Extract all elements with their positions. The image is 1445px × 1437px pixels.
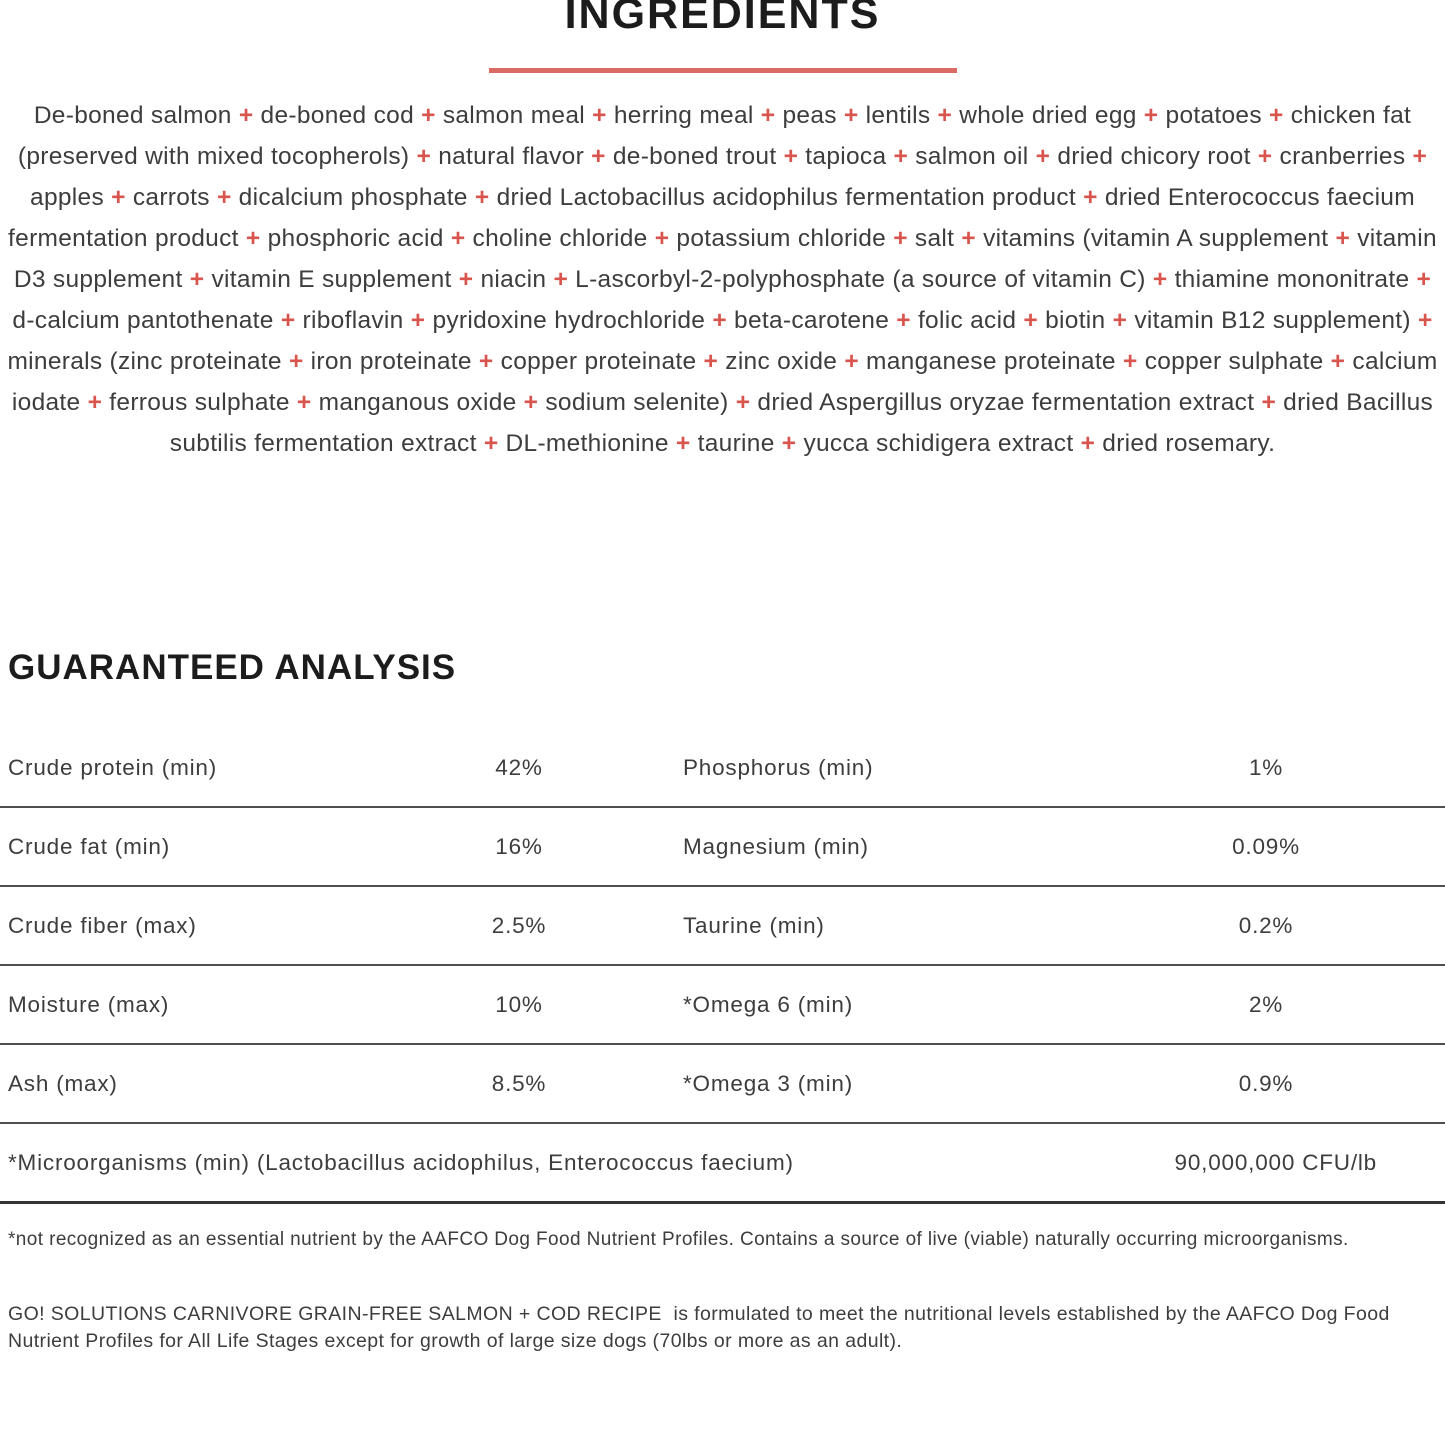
ingredient-item: folic acid — [917, 307, 1017, 334]
nutrient-label: *Omega 3 (min) — [683, 1070, 853, 1096]
ingredient-item: herring meal — [613, 102, 754, 129]
nutrient-value: 16% — [495, 833, 543, 859]
nutrient-label: Phosphorus (min) — [683, 754, 874, 780]
ingredient-item: vitamins (vitamin A supplement — [983, 225, 1329, 252]
ingredient-item: ferrous sulphate — [109, 389, 290, 416]
nutrient-label: Crude fiber (max) — [8, 912, 197, 938]
plus-separator: + — [760, 102, 776, 129]
ingredient-item: choline chloride — [472, 225, 648, 252]
plus-separator: + — [712, 307, 727, 334]
nutrient-value: 42% — [495, 754, 543, 780]
plus-separator: + — [111, 184, 126, 211]
ingredient-item: natural flavor — [438, 143, 585, 170]
plus-separator: + — [1261, 389, 1277, 416]
ingredient-item: beta-carotene — [734, 307, 890, 334]
nutrient-label: *Omega 6 (min) — [683, 991, 853, 1017]
nutrient-label: Crude protein (min) — [8, 754, 218, 780]
ingredient-item: potassium chloride — [676, 225, 887, 252]
ingredient-item: zinc oxide — [725, 348, 838, 375]
ingredient-item: dried Aspergillus oryzae fermentation extract — [757, 389, 1255, 416]
ingredient-item: de-boned cod — [260, 102, 414, 129]
ingredient-item: dried Enterococcus faecium fermentation product — [8, 184, 1415, 252]
nutrient-label: Taurine (min) — [683, 912, 825, 938]
nutrient-value: 1% — [1248, 754, 1284, 780]
analysis-row — [0, 887, 1445, 966]
plus-separator: + — [238, 102, 254, 129]
analysis-cell-left — [0, 913, 675, 939]
guaranteed-analysis-table — [0, 729, 1445, 1204]
plus-separator: + — [421, 102, 436, 129]
ingredient-item: DL-methionine — [505, 430, 669, 457]
analysis-cell-right — [675, 913, 1445, 939]
ingredient-item: vitamin B12 supplement) — [1134, 307, 1411, 334]
plus-separator: + — [216, 184, 232, 211]
analysis-row — [0, 1045, 1445, 1124]
ingredient-item: dried rosemary — [1102, 430, 1269, 457]
plus-separator: + — [781, 430, 797, 457]
plus-separator: + — [458, 266, 474, 293]
title-underline-rule — [489, 68, 957, 73]
nutrient-value: 0.2% — [1238, 912, 1294, 938]
analysis-cell-right — [675, 834, 1445, 860]
ingredient-item: vitamin E supplement — [211, 266, 452, 293]
analysis-cell-right — [675, 992, 1445, 1018]
ingredient-item: biotin — [1045, 307, 1106, 334]
plus-separator: + — [416, 143, 432, 170]
ingredient-item: chicken fat (preserved with mixed tocopherols) — [17, 102, 1412, 170]
plus-separator: + — [896, 307, 911, 334]
microorganisms-label: *Microorganisms (min) (Lactobacillus acidophilus, Enterococcus faecium) — [8, 1149, 794, 1175]
microorganisms-value: 90,000,000 CFU/lb — [1174, 1149, 1377, 1175]
nutrient-value: 10% — [495, 991, 543, 1017]
plus-separator: + — [937, 102, 953, 129]
analysis-cell-left — [0, 834, 675, 860]
ingredient-item: tapioca — [805, 143, 887, 170]
ingredient-item: L-ascorbyl-2-polyphosphate (a source of vitamin C) — [575, 266, 1146, 293]
analysis-row — [0, 808, 1445, 887]
plus-separator: + — [1023, 307, 1038, 334]
plus-separator: + — [280, 307, 296, 334]
ingredients-section — [0, 0, 1445, 464]
plus-separator: + — [844, 348, 859, 375]
plus-separator: + — [1417, 307, 1433, 334]
ingredient-item: potatoes — [1165, 102, 1262, 129]
aafco-statement: GO! SOLUTIONS CARNIVORE GRAIN-FREE SALMON + COD RECIPE is formulated to meet the nutritional levels established by the AAFCO Dog Food Nutrient Profiles for All Life Stages except for growth of large size dogs (70lbs or more as an adult). — [8, 1303, 1396, 1352]
plus-separator: + — [1083, 184, 1098, 211]
plus-separator: + — [1152, 266, 1168, 293]
ingredient-item: calcium iodate — [11, 348, 1438, 416]
ingredient-item: whole dried egg — [959, 102, 1137, 129]
ingredient-item: copper sulphate — [1144, 348, 1324, 375]
ingredient-item: copper proteinate — [500, 348, 697, 375]
nutrient-label: Moisture (max) — [8, 991, 170, 1017]
plus-separator: + — [1412, 143, 1428, 170]
ingredient-item: peas — [782, 102, 837, 129]
nutrient-value: 0.9% — [1238, 1070, 1294, 1096]
plus-separator: + — [523, 389, 539, 416]
ingredient-item: dicalcium phosphate — [238, 184, 468, 211]
plus-separator: + — [675, 430, 691, 457]
plus-separator: + — [783, 143, 799, 170]
plus-separator: + — [245, 225, 261, 252]
ingredient-item: dried chicory root — [1057, 143, 1251, 170]
analysis-cell-right — [675, 755, 1445, 781]
ingredient-item: iron proteinate — [310, 348, 472, 375]
plus-separator: + — [288, 348, 304, 375]
analysis-cell-right — [675, 1071, 1445, 1097]
analysis-cell-left — [0, 755, 675, 781]
plus-separator: + — [1112, 307, 1128, 334]
ingredient-item: lentils — [865, 102, 931, 129]
plus-separator: + — [735, 389, 751, 416]
plus-separator: + — [893, 143, 909, 170]
ingredient-item: pyridoxine hydrochloride — [432, 307, 706, 334]
nutrient-label: Magnesium (min) — [683, 833, 869, 859]
microorganisms-row — [0, 1124, 1445, 1204]
ingredient-item: vitamin D3 supplement — [13, 225, 1437, 293]
nutrient-value: 2.5% — [491, 912, 547, 938]
plus-separator: + — [1269, 102, 1284, 129]
asterisk-footnote: *not recognized as an essential nutrient by the AAFCO Dog Food Nutrient Profiles. Contains a source of live (viable) naturally occurring microorganisms. — [8, 1229, 1349, 1250]
analysis-cell-left — [0, 1071, 675, 1097]
ingredient-item: phosphoric acid — [267, 225, 444, 252]
plus-separator: + — [450, 225, 466, 252]
plus-separator: + — [1122, 348, 1138, 375]
nutrient-label: Ash (max) — [8, 1070, 118, 1096]
plus-separator: + — [478, 348, 494, 375]
plus-separator: + — [843, 102, 859, 129]
analysis-row — [0, 729, 1445, 808]
plus-separator: + — [474, 184, 490, 211]
plus-separator: + — [1143, 102, 1159, 129]
plus-separator: + — [553, 266, 569, 293]
nutrient-label: Crude fat (min) — [8, 833, 171, 859]
plus-separator: + — [961, 225, 976, 252]
ingredient-item: dried Lactobacillus acidophilus fermentation product — [496, 184, 1076, 211]
plus-separator: + — [410, 307, 426, 334]
ingredients-title: INGREDIENTS — [564, 0, 881, 38]
analysis-row — [0, 966, 1445, 1045]
plus-separator: + — [591, 143, 606, 170]
guaranteed-analysis-title: GUARANTEED ANALYSIS — [8, 648, 457, 687]
analysis-rows-container — [0, 729, 1445, 1124]
ingredient-item: niacin — [480, 266, 547, 293]
guaranteed-analysis-section — [0, 650, 1445, 1355]
plus-separator: + — [1416, 266, 1432, 293]
plus-separator: + — [87, 389, 103, 416]
ingredient-item: De-boned salmon — [33, 102, 232, 129]
ingredient-item: taurine — [697, 430, 775, 457]
ingredient-item: manganese proteinate — [866, 348, 1116, 375]
ingredient-item: dried Bacillus subtilis fermentation extract — [169, 389, 1434, 457]
plus-separator: + — [1330, 348, 1346, 375]
ingredient-item: carrots — [132, 184, 210, 211]
ingredient-item: riboflavin — [302, 307, 404, 334]
ingredient-item: apples — [30, 184, 105, 211]
ingredient-item: sodium selenite) — [545, 389, 729, 416]
ingredient-item: salmon oil — [915, 143, 1029, 170]
plus-separator: + — [1335, 225, 1351, 252]
analysis-cell-left — [0, 992, 675, 1018]
ingredient-item: salt — [914, 225, 955, 252]
plus-separator: + — [654, 225, 670, 252]
plus-separator: + — [296, 389, 312, 416]
plus-separator: + — [1035, 143, 1051, 170]
plus-separator: + — [893, 225, 908, 252]
ingredient-item: minerals (zinc proteinate — [7, 348, 282, 375]
plus-separator: + — [1080, 430, 1096, 457]
nutrient-value: 0.09% — [1232, 833, 1300, 859]
ingredients-text: De-boned salmon + de-boned cod + salmon meal + herring meal + peas + lentils + whole dried egg + potatoes + chicken fat (preserved with mixed tocopherols) + natural flavor + de-boned trout + tapioca + salmon oil + dried chicory root + cranberries + apples + carrots + dicalcium phosphate + dried Lactobacillus acidophilus fermentation product + dried Enterococcus faecium fermentation product + phosphoric acid + choline chloride + potassium chloride + salt + vitamins (vitamin A supplement + vitamin D3 supplement + vitamin E supplement + niacin + L-ascorbyl-2-polyphosphate (a source of vitamin C) + thiamine mononitrate + d-calcium pantothenate + riboflavin + pyridoxine hydrochloride + beta-carotene + folic acid + biotin + vitamin B12 supplement) + minerals (zinc proteinate + iron proteinate + copper proteinate + zinc oxide + manganese proteinate + copper sulphate + calcium iodate + ferrous sulphate + manganous oxide + sodium selenite) + dried Aspergillus oryzae fermentation extract + dried Bacillus subtilis fermentation extract + DL-methionine + taurine + yucca schidigera extract + dried rosemary. — [7, 102, 1438, 457]
ingredient-item: d-calcium pantothenate — [12, 307, 274, 334]
ingredient-item: thiamine mononitrate — [1174, 266, 1410, 293]
ingredient-item: manganous oxide — [318, 389, 517, 416]
nutrient-value: 8.5% — [491, 1070, 547, 1096]
ingredient-item: de-boned trout — [612, 143, 777, 170]
ingredient-item: salmon meal — [442, 102, 586, 129]
plus-separator: + — [592, 102, 607, 129]
plus-separator: + — [483, 430, 499, 457]
ingredient-item: cranberries — [1279, 143, 1406, 170]
plus-separator: + — [703, 348, 719, 375]
plus-separator: + — [189, 266, 205, 293]
plus-separator: + — [1257, 143, 1273, 170]
nutrient-value: 2% — [1248, 991, 1284, 1017]
ingredient-item: yucca schidigera extract — [803, 430, 1074, 457]
